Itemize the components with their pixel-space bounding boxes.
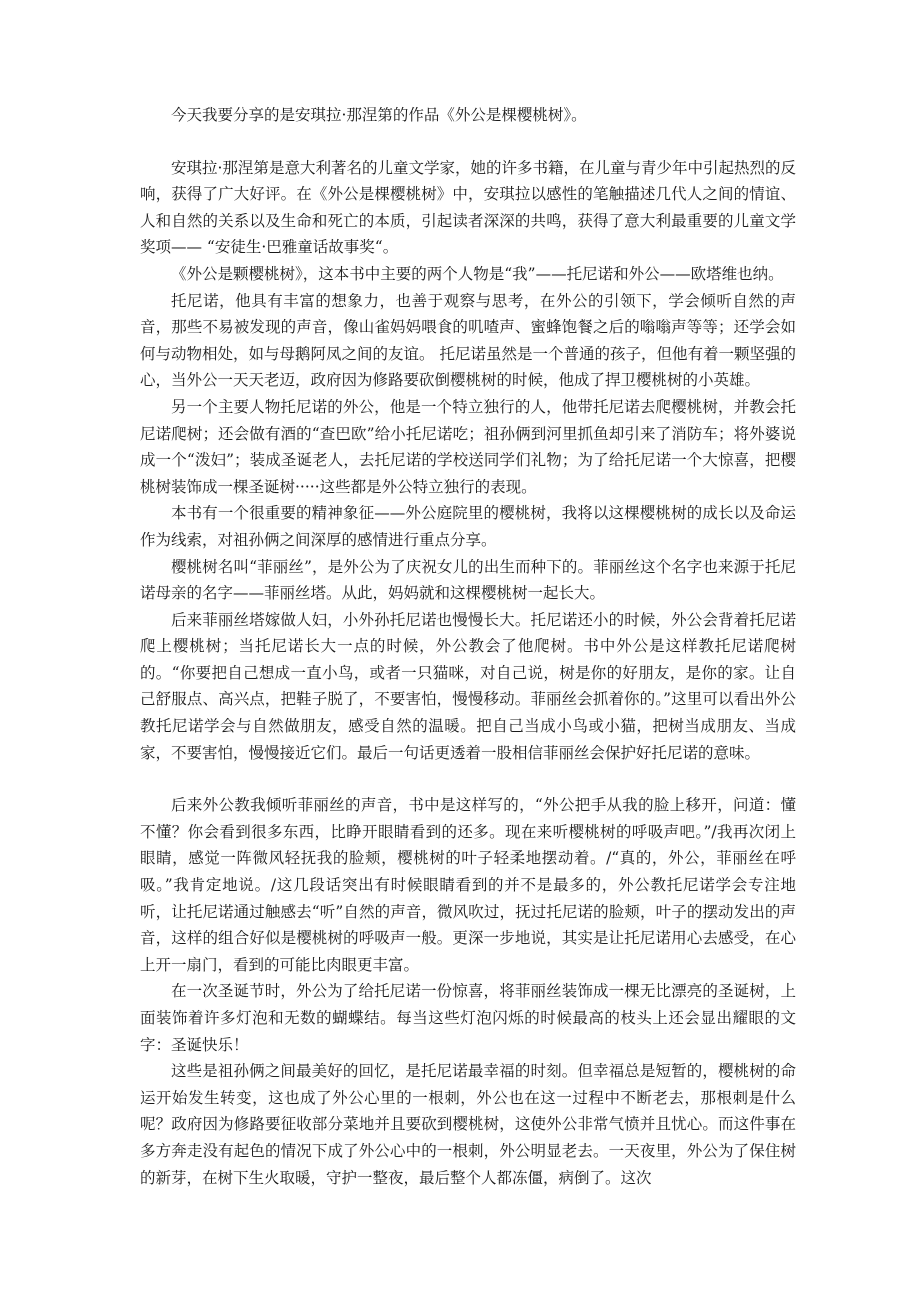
paragraph-tonino: 托尼诺，他具有丰富的想象力，也善于观察与思考，在外公的引领下，学会倾听自然的声音，那些不易被发现的声音，像山雀妈妈喂食的叽喳声、蜜蜂饱餐之后的嗡嗡声等等；还学会如何与动物相处，如与母鹅阿凤之间的友谊。 托尼诺虽然是一个普通的孩子，但他有着一颗坚强的心，当外公一天天老迈，政府因为修路要砍倒樱桃树的时候，他成了捍卫樱桃树的小英雄。 xyxy=(140,291,796,390)
paragraph-intro: 今天我要分享的是安琪拉·那涅第的作品《外公是棵樱桃树》。 xyxy=(171,106,587,124)
paragraph-memory: 这些是祖孙俩之间最美好的回忆，是托尼诺最幸福的时刻。但幸福总是短暂的，樱桃树的命运开始发生转变，这也成了外公心里的一根刺，外公也在这一过程中不断老去，那根刺是什么呢？政府因为修路要征收部分菜地并且要砍到樱桃树，这使外公非常气愤并且忧心。而这件事在多方奔走没有起色的情况下成了外公心中的一根刺，外公明显老去。一天夜里，外公为了保住树的新芽，在树下生火取暖，守护一整夜，最后整个人都冻僵，病倒了。这次 xyxy=(140,1062,796,1187)
document-body xyxy=(140,102,796,1191)
paragraph-listening: 后来外公教我倾听菲丽丝的声音，书中是这样写的，“外公把手从我的脸上移开，问道：懂不懂？你会看到很多东西，比睁开眼睛看到的还多。现在来听樱桃树的呼吸声吧。”/我再次闭上眼睛，感觉一阵微风轻抚我的脸颊，樱桃树的叶子轻柔地摆动着。/“真的，外公，菲丽丝在呼吸。”我肯定地说。/这几段话突出有时候眼睛看到的并不是最多的，外公教托尼诺学会专注地听，让托尼诺通过触感去“听”自然的声音，微风吹过，抚过托尼诺的脸颊，叶子的摆动发出的声音，这样的组合好似是樱桃树的呼吸声一般。更深一步地说，其实是让托尼诺用心去感受，在心上开一扇门，看到的可能比肉眼更丰富。 xyxy=(140,796,796,974)
paragraph-gap xyxy=(140,129,796,155)
paragraph-christmas: 在一次圣诞节时，外公为了给托尼诺一份惊喜，将菲丽丝装饰成一棵无比漂亮的圣诞树，上面装饰着许多灯泡和无数的蝴蝶结。每当这些灯泡闪烁的时候最高的枝头上还会显出耀眼的文字：圣诞快乐！ xyxy=(140,982,796,1054)
paragraph-symbol: 本书有一个很重要的精神象征——外公庭院里的樱桃树，我将以这棵樱桃树的成长以及命运作为线索，对祖孙俩之间深厚的感情进行重点分享。 xyxy=(140,504,796,549)
paragraph-grandpa: 另一个主要人物托尼诺的外公，他是一个特立独行的人，他带托尼诺去爬樱桃树，并教会托尼诺爬树；还会做有酒的“查巴欧”给小托尼诺吃；祖孙俩到河里抓鱼却引来了消防车；将外婆说成一个“泼妇”；装成圣诞老人，去托尼诺的学校送同学们礼物；为了给托尼诺一个大惊喜，把樱桃树装饰成一棵圣诞树·····这些都是外公特立独行的表现。 xyxy=(140,397,796,496)
paragraph-climbing: 后来菲丽丝塔嫁做人妇，小外孙托尼诺也慢慢长大。托尼诺还小的时候，外公会背着托尼诺爬上樱桃树；当托尼诺长大一点的时候，外公教会了他爬树。书中外公是这样教托尼诺爬树的。“你要把自己想成一直小鸟，或者一只猫咪，对自己说，树是你的好朋友，是你的家。让自己舒服点、高兴点，把鞋子脱了，不要害怕，慢慢移动。菲丽丝会抓着你的。”这里可以看出外公教托尼诺学会与自然做朋友，感受自然的温暖。把自己当成小鸟或小猫，把树当成朋友、当成家，不要害怕，慢慢接近它们。最后一句话更透着一股相信菲丽丝会保护好托尼诺的意味。 xyxy=(140,610,796,762)
paragraph-book-characters: 《外公是颗樱桃树》，这本书中主要的两个人物是“我”——托尼诺和外公——欧塔维也纳。 xyxy=(171,264,784,283)
paragraph-tree-name: 樱桃树名叫“菲丽丝”，是外公为了庆祝女儿的出生而种下的。菲丽丝这个名字也来源于托尼诺母亲的名字——菲丽丝塔。从此，妈妈就和这棵樱桃树一起长大。 xyxy=(140,557,796,603)
paragraph-gap xyxy=(140,766,796,792)
paragraph-author: 安琪拉·那涅第是意大利著名的儿童文学家，她的许多书籍，在儿童与青少年中引起热烈的反响，获得了广大好评。在《外公是棵樱桃树》中，安琪拉以感性的笔触描述几代人之间的情谊、人和自然的关系以及生命和死亡的本质，引起读者深深的共鸣，获得了意大利最重要的儿童文学奖项—— “安徒生·巴雅童话故事奖“。 xyxy=(140,158,796,257)
